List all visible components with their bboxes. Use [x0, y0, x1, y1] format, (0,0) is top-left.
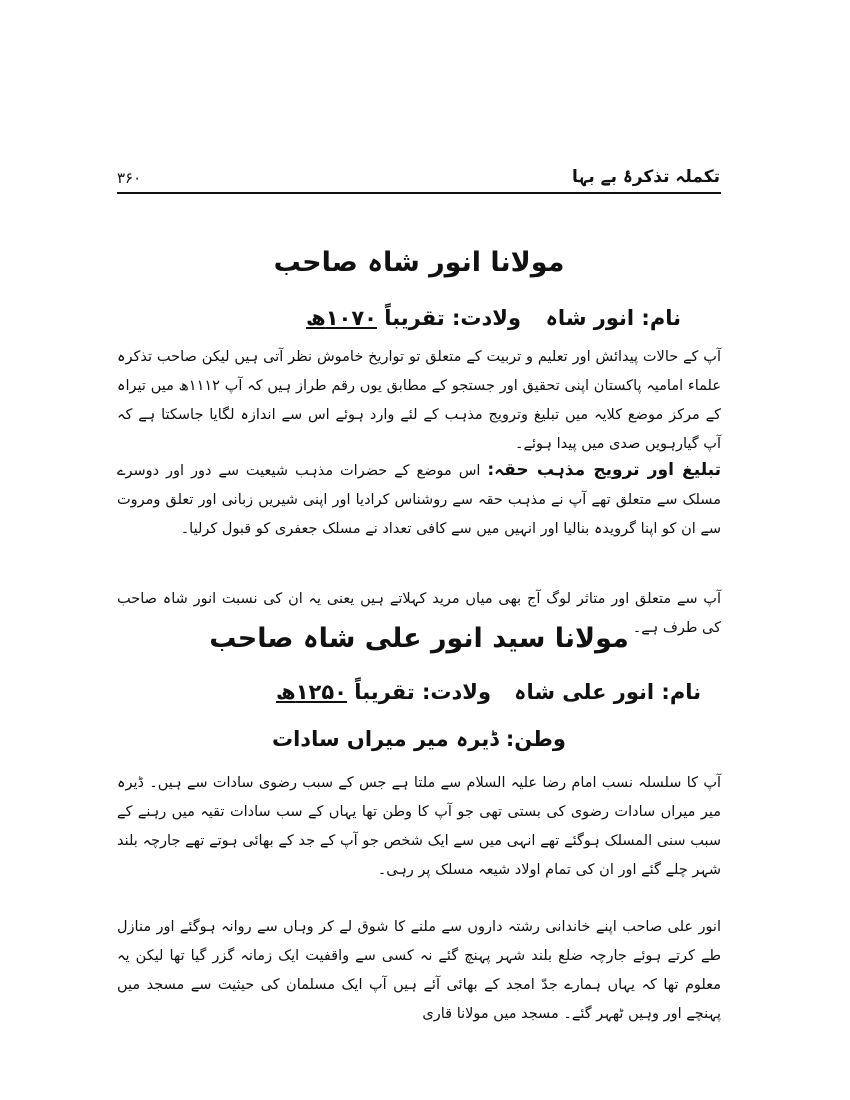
- name-birth-line-2: [117, 680, 721, 710]
- birth-label: [306, 306, 521, 330]
- birth-label: [276, 680, 491, 704]
- birth-year: ۱۲۵۰ھ: [276, 680, 347, 704]
- paragraph-lead: تبلیغ اور ترویج مذہب حقہ:: [487, 460, 721, 480]
- birth-label-text: ولادت: تقریباً: [377, 306, 521, 330]
- section2-paragraph-1: آپ کا سلسلہ نسب امام رضا علیہ السلام سے ملتا ہے جس کے سبب رضوی سادات سے ہیں۔ ڈیرہ میر میراں سادات رضوی کی بستی تھی جو آپ کا وطن تھا یہاں کے سب سادات تقیہ میں رہنے کے سبب سنی المسلک ہوگئے تھے انہی میں سے ایک شخص جو آپ کے جد کے بھائی ہوتے تھے جارچہ بلند شہر چلے گئے اور ان کی تمام اولاد شیعہ مسلک پر رہی۔: [117, 775, 721, 878]
- section-title-anwar-ali-shah: مولانا سید انور علی شاہ صاحب: [209, 623, 629, 654]
- header-rule: [117, 192, 721, 194]
- page-header: [117, 163, 720, 187]
- homeland-line: وطن: ڈیرہ میر میراں سادات: [272, 727, 566, 751]
- section1-paragraph-3: آپ سے متعلق اور متاثر لوگ آج بھی میاں مرید کہلاتے ہیں یعنی یہ ان کی نسبت انور شاہ صاحب کی طرف ہے۔: [117, 591, 721, 636]
- section2-paragraph-2: انور علی صاحب اپنے خاندانی رشتہ داروں سے ملنے کا شوق لے کر وہاں سے روانہ ہوگئے اور منازل طے کرتے ہوئے جارچہ ضلع بلند شہر پہنچ گئے نہ کسی سے واقفیت ایک زمانہ گزر گیا تھا لیکن یہ معلوم تھا کہ یہاں ہمارے جدّ امجد کے بھائی آئے ہیں آپ ایک مسلمان کی حیثیت سے مسجد میں پہنچے اور وہیں ٹھہر گئے۔ مسجد میں مولانا قاری: [117, 919, 721, 1022]
- birth-year: ۱۰۷۰ھ: [306, 306, 377, 330]
- name-birth-line-1: [117, 306, 721, 336]
- section1-paragraph-1: آپ کے حالات پیدائش اور تعلیم و تربیت کے متعلق تو تواریخ خاموش نظر آتی ہیں لیکن صاحب تذکرہ علماء امامیہ پاکستان اپنی تحقیق اور جستجو کے مطابق یوں رقم طراز ہیں کہ آپ ۱۱۱۲ھ میں تیراہ کے مرکز موضع کلایہ میں تبلیغ وترویج مذہب کے لئے وارد ہوئے اس سے اندازہ لگایا جاسکتا ہے کہ آپ گیارہویں صدی میں پیدا ہوئے۔: [117, 349, 721, 452]
- birth-label-text: ولادت: تقریباً: [347, 680, 491, 704]
- section-title-anwar-shah: مولانا انور شاہ صاحب: [273, 247, 565, 278]
- page-number: ۳۶۰: [117, 169, 142, 187]
- name-label: نام: انور علی شاہ: [514, 680, 701, 704]
- section1-paragraph-2: [117, 456, 721, 544]
- paragraph-body: اس موضع کے حضرات مذہب شیعیت سے دور اور دوسرے مسلک سے متعلق تھے آپ نے مذہب حقہ سے روشناس کرادیا اور اپنی شیریں زبانی اور تعلق ومروت سے ان کو اپنا گرویدہ بنالیا اور انہیں میں سے کافی تعداد نے مسلک جعفری کو قبول کرلیا۔: [117, 463, 721, 537]
- running-title: تکملہ تذکرۂ بے بہا: [571, 167, 720, 187]
- name-label: نام: انور شاہ: [545, 306, 681, 330]
